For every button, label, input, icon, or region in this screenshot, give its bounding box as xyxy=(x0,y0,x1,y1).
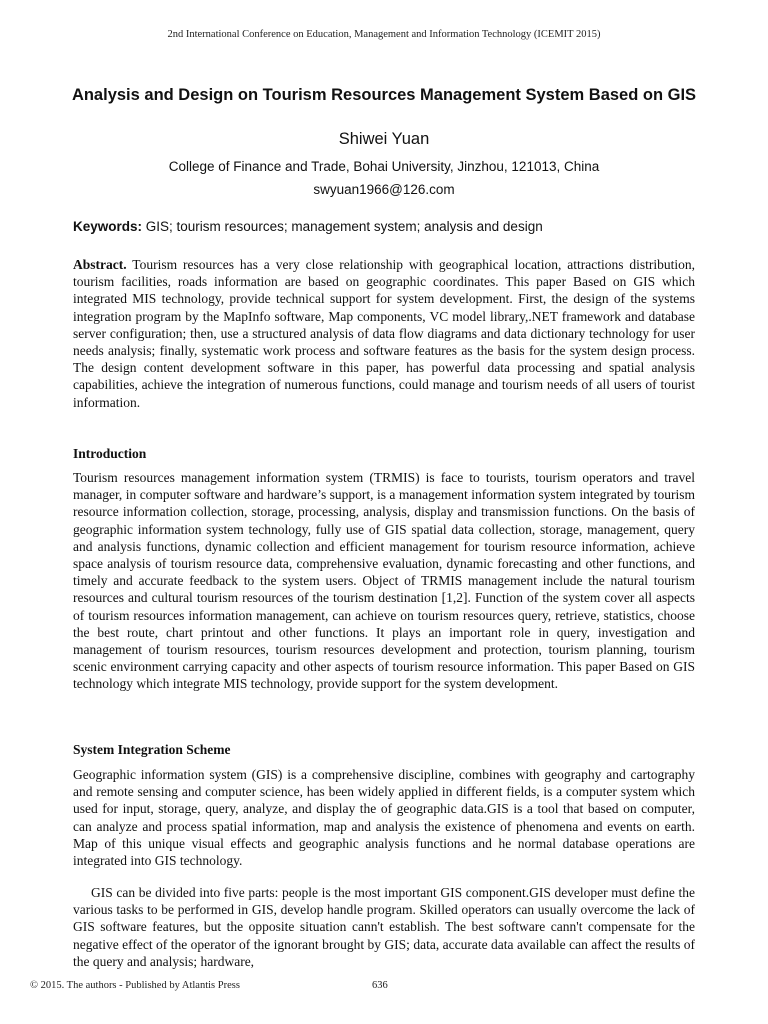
page-number: 636 xyxy=(372,980,388,991)
abstract-text: Tourism resources has a very close relationship with geographical location, attractions distribution, tourism facilities, roads information are based on geographic coordinates. This paper Based on GIS which integrated MIS technology, provide technical support for system development. First, the design of the systems integration program by the MapInfo software, Map components, VC model library,.NET framework and database server configuration; then, use a structured analysis of data flow diagrams and data dictionary technology for user needs analysis; finally, systematic work process and software features as the basis for the system design process. The design content development software in this paper, has powerful data processing and spatial analysis capabilities, achieve the integration of numerous functions, could manage and tourism needs of all users of tourist information. xyxy=(73,257,695,410)
paper-title: Analysis and Design on Tourism Resources Management System Based on GIS xyxy=(71,86,697,104)
abstract-label: Abstract. xyxy=(73,257,127,272)
author-affiliation: College of Finance and Trade, Bohai University, Jinzhou, 121013, China xyxy=(168,159,600,174)
conference-header: 2nd International Conference on Education, Management and Information Technology (ICEMIT 2015) xyxy=(167,29,601,40)
footer-copyright: © 2015. The authors - Published by Atlantis Press xyxy=(30,980,240,991)
system-integration-paragraph-1: Geographic information system (GIS) is a comprehensive discipline, combines with geography and cartography and remote sensing and computer science, has been widely applied in different fields, is a computer system which used for input, storage, query, analyze, and display the of geographic data.GIS is a tool that based on computer, can analyze and process spatial information, map and analysis the existence of phenomena and events on earth. Map of this unique visual effects and geographic analysis functions and he normal database operations are integrated into GIS technology. xyxy=(73,767,695,869)
system-integration-heading: System Integration Scheme xyxy=(73,742,231,757)
system-integration-paragraph-2: GIS can be divided into five parts: people is the most important GIS component.GIS developer must define the various tasks to be performed in GIS, develop handle program. Skilled operators can usually overcome the lack of GIS software features, but the opposite situation cann't establish. The best software cann't compensate for the negative effect of the operator of the ignorant brought by GIS; data, accurate data available can affect the results of the query and analysis; hardware, xyxy=(73,885,695,969)
introduction-heading: Introduction xyxy=(73,446,147,461)
keywords-line xyxy=(73,219,698,234)
introduction-paragraph: Tourism resources management information system (TRMIS) is face to tourists, tourism operators and travel manager, in computer software and hardware’s support, is a management information system integrated by tourism resource information collection, storage, processing, analysis, display and transmission functions. On the basis of geographic information system technology, fully use of GIS spatial data collection, storage, management, query and analysis functions, dynamic collection and efficient management for tourism resource information, achieve space analysis of tourism resource data, comprehensive evaluation, dynamic forecasting and other functions, and timely and accurate feedback to the system users. Object of TRMIS management include the natural tourism resources and cultural tourism resources of the tourism destination [1,2]. Function of the system cover all aspects of tourism resources information management, can achieve on tourism resources query, retrieve, statistics, choose the best route, chart printout and other functions. It plays an important role in query, investigation and management of tourism resources, tourism resources development and protection, tourism planning, tourism scenic environment carrying capacity and other aspects of tourism resource information. This paper Based on GIS technology which integrate MIS technology, provide support for the system development. xyxy=(73,470,695,692)
author-name: Shiwei Yuan xyxy=(338,130,430,148)
keywords-label: Keywords: xyxy=(73,219,143,234)
author-email: swyuan1966@126.com xyxy=(313,182,455,197)
keywords-text: GIS; tourism resources; management system; analysis and design xyxy=(142,219,543,234)
abstract-paragraph xyxy=(73,256,695,411)
